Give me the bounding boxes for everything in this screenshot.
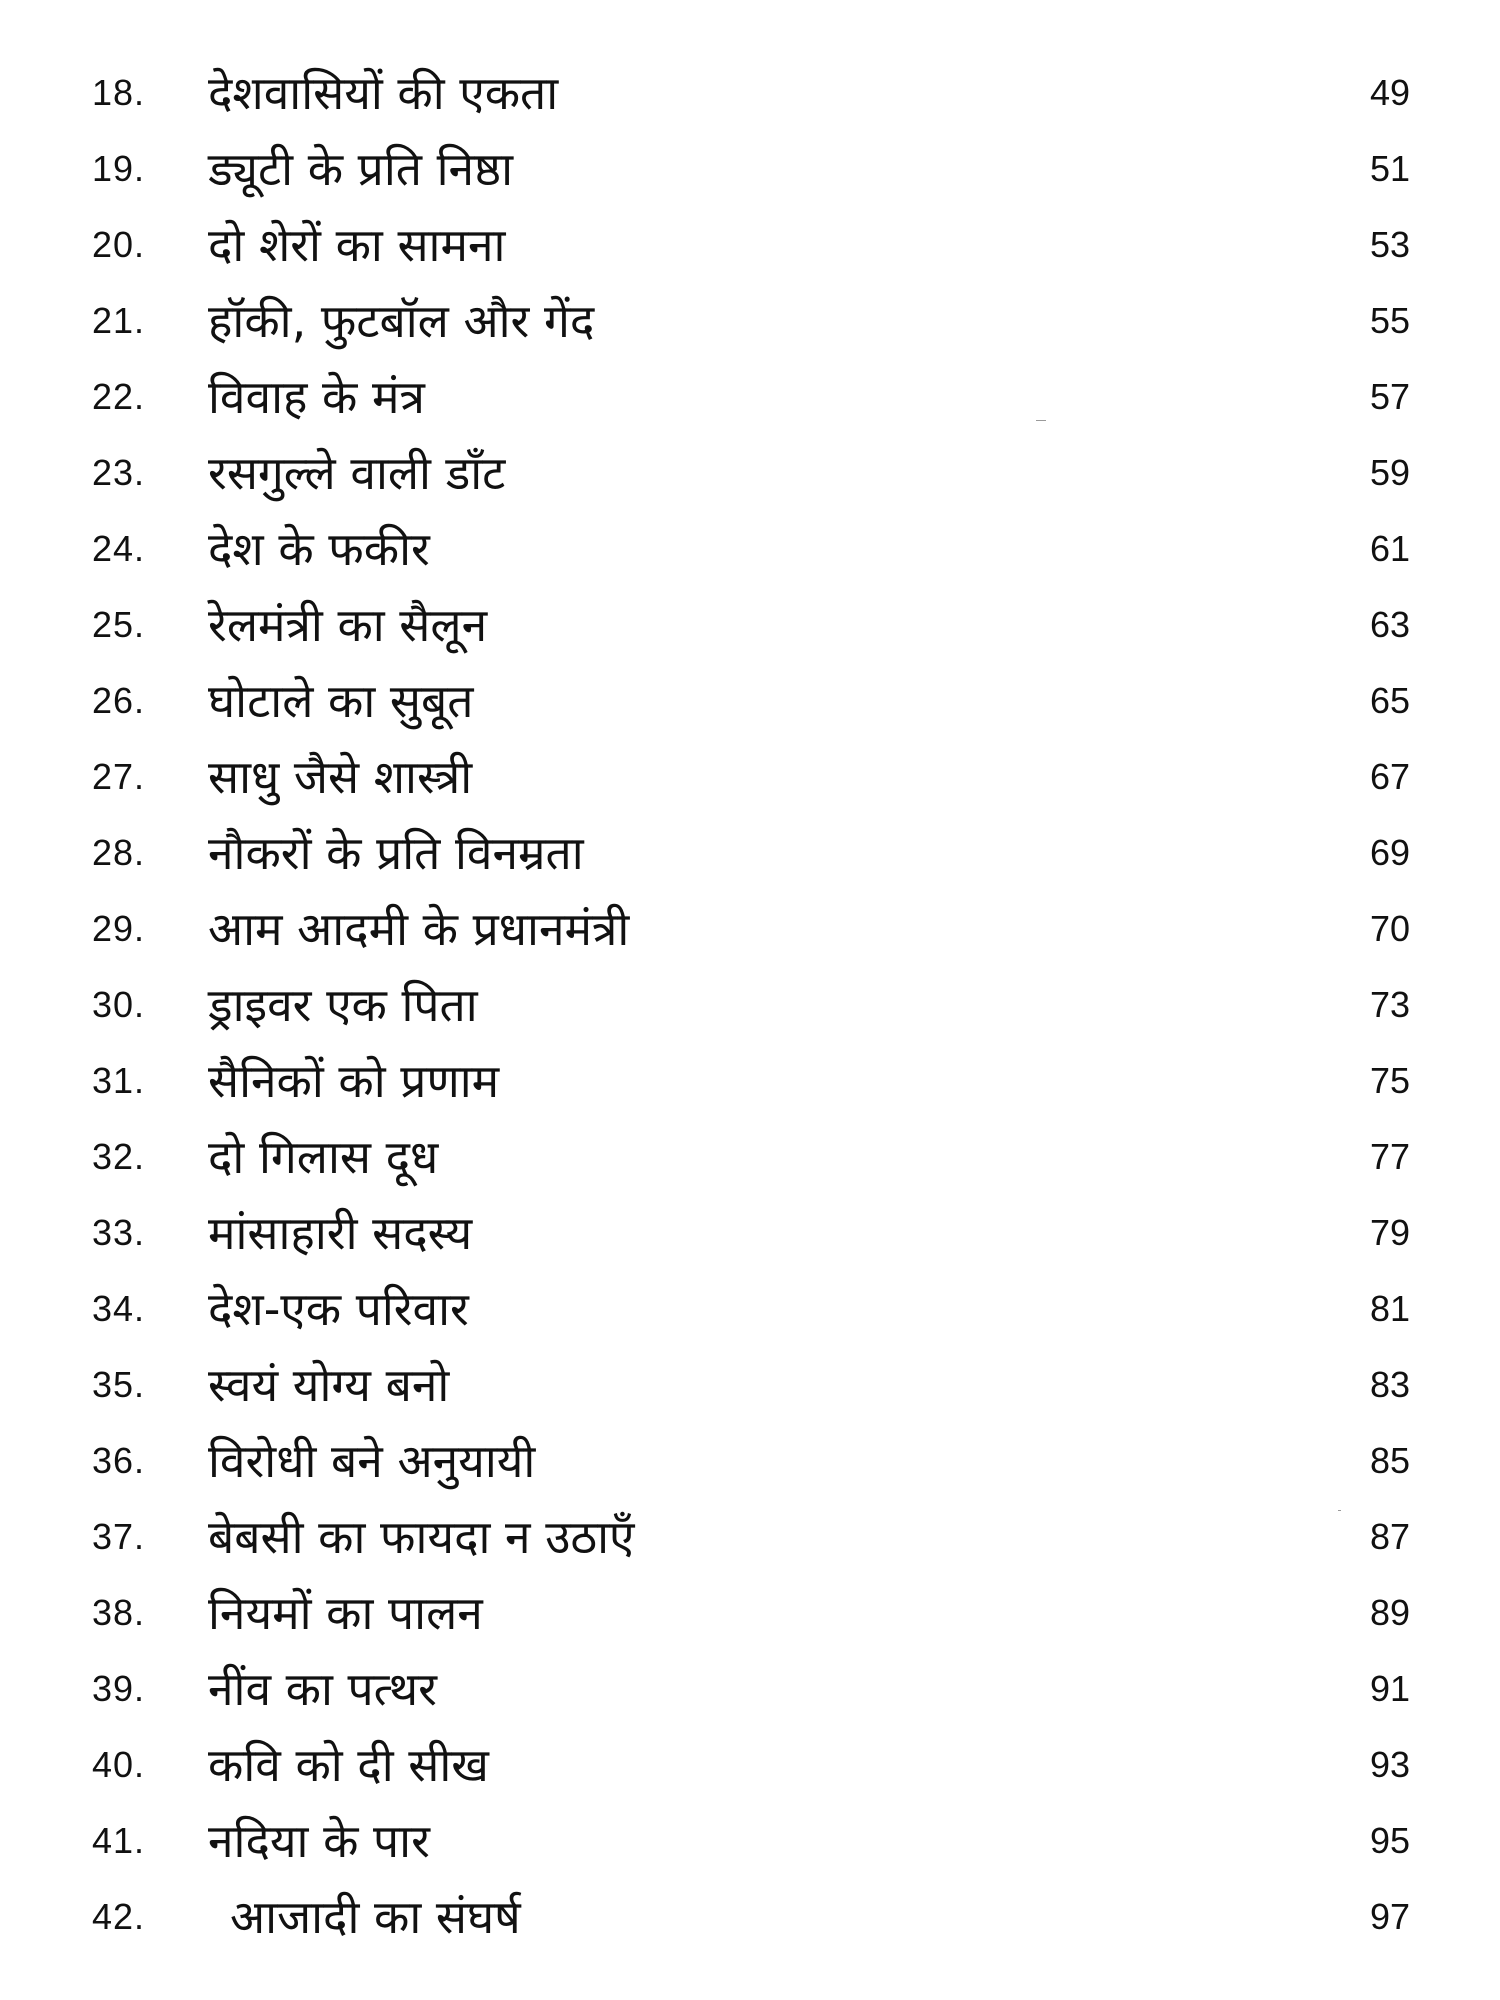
entry-page-number: 59 [1369,452,1410,493]
toc-row [0,435,1500,511]
entry-page-number: 63 [1369,604,1410,645]
scan-speck [1036,420,1046,421]
entry-title: नदिया के पार [208,1814,430,1868]
entry-number: 41. [92,1820,146,1861]
entry-number: 29. [92,908,146,949]
entry-title: आम आदमी के प्रधानमंत्री [208,902,630,956]
entry-number: 26. [92,680,146,721]
entry-title: विवाह के मंत्र [208,370,425,424]
entry-title: ड्राइवर एक पिता [208,978,478,1032]
entry-number: 24. [92,528,146,569]
toc-row [0,587,1500,663]
entry-title: सैनिकों को प्रणाम [208,1054,500,1108]
entry-page-number: 75 [1369,1060,1410,1101]
entry-title: घोटाले का सुबूत [208,674,474,728]
toc-row [0,967,1500,1043]
entry-page-number: 89 [1369,1592,1410,1633]
table-of-contents [0,55,1500,1955]
entry-number: 34. [92,1288,146,1329]
entry-page-number: 73 [1369,984,1410,1025]
entry-page-number: 55 [1369,300,1410,341]
entry-page-number: 95 [1369,1820,1410,1861]
entry-title: नियमों का पालन [208,1586,483,1640]
entry-title: देश के फकीर [208,522,430,576]
toc-row [0,1423,1500,1499]
toc-row [0,1879,1500,1955]
entry-number: 32. [92,1136,146,1177]
entry-title: नींव का पत्थर [208,1662,437,1716]
entry-page-number: 49 [1369,72,1410,113]
entry-title: बेबसी का फायदा न उठाएँ [208,1510,635,1564]
entry-number: 33. [92,1212,146,1253]
entry-page-number: 85 [1369,1440,1410,1481]
entry-number: 23. [92,452,146,493]
entry-page-number: 67 [1369,756,1410,797]
entry-page-number: 87 [1369,1516,1410,1557]
toc-row [0,1119,1500,1195]
entry-number: 25. [92,604,146,645]
toc-row [0,815,1500,891]
entry-page-number: 57 [1369,376,1410,417]
entry-number: 20. [92,224,146,265]
entry-title: देश-एक परिवार [208,1282,469,1336]
toc-row [0,1043,1500,1119]
entry-title: आजादी का संघर्ष [230,1890,521,1944]
toc-row [0,1195,1500,1271]
entry-title: देशवासियों की एकता [208,66,559,120]
entry-page-number: 61 [1369,528,1410,569]
toc-row [0,131,1500,207]
entry-title: कवि को दी सीख [208,1738,489,1792]
entry-title: हॉकी, फुटबॉल और गेंद [208,294,595,348]
entry-page-number: 91 [1369,1668,1410,1709]
toc-row [0,891,1500,967]
entry-page-number: 69 [1369,832,1410,873]
entry-number: 21. [92,300,146,341]
entry-number: 27. [92,756,146,797]
entry-title: स्वयं योग्य बनो [208,1358,450,1412]
entry-page-number: 81 [1369,1288,1410,1329]
entry-page-number: 93 [1369,1744,1410,1785]
toc-row [0,207,1500,283]
entry-page-number: 51 [1369,148,1410,189]
entry-page-number: 53 [1369,224,1410,265]
entry-title: दो गिलास दूध [208,1130,439,1184]
toc-row [0,1651,1500,1727]
entry-title: ड्यूटी के प्रति निष्ठा [208,142,514,196]
entry-page-number: 70 [1369,908,1410,949]
toc-row [0,1575,1500,1651]
entry-page-number: 77 [1369,1136,1410,1177]
toc-row [0,55,1500,131]
entry-title: रेलमंत्री का सैलून [208,598,488,652]
toc-row [0,1499,1500,1575]
toc-row [0,1803,1500,1879]
entry-number: 28. [92,832,146,873]
scan-speck [1338,1510,1341,1511]
entry-page-number: 79 [1369,1212,1410,1253]
toc-row [0,1727,1500,1803]
entry-number: 35. [92,1364,146,1405]
entry-number: 38. [92,1592,146,1633]
entry-page-number: 97 [1369,1896,1410,1937]
entry-title: साधु जैसे शास्त्री [208,750,473,804]
entry-title: दो शेरों का सामना [208,218,506,272]
entry-number: 36. [92,1440,146,1481]
entry-number: 39. [92,1668,146,1709]
entry-number: 40. [92,1744,146,1785]
entry-page-number: 65 [1369,680,1410,721]
toc-row [0,283,1500,359]
entry-number: 22. [92,376,146,417]
toc-row [0,359,1500,435]
toc-row [0,1347,1500,1423]
entry-number: 18. [92,72,146,113]
entry-page-number: 83 [1369,1364,1410,1405]
entry-number: 19. [92,148,146,189]
toc-row [0,511,1500,587]
toc-row [0,1271,1500,1347]
entry-number: 42. [92,1896,146,1937]
entry-number: 30. [92,984,146,1025]
entry-title: विरोधी बने अनुयायी [208,1434,536,1488]
entry-title: रसगुल्ले वाली डाँट [208,446,506,500]
entry-number: 37. [92,1516,146,1557]
entry-title: मांसाहारी सदस्य [208,1206,473,1260]
toc-row [0,739,1500,815]
entry-title: नौकरों के प्रति विनम्रता [208,826,584,880]
entry-number: 31. [92,1060,146,1101]
toc-row [0,663,1500,739]
